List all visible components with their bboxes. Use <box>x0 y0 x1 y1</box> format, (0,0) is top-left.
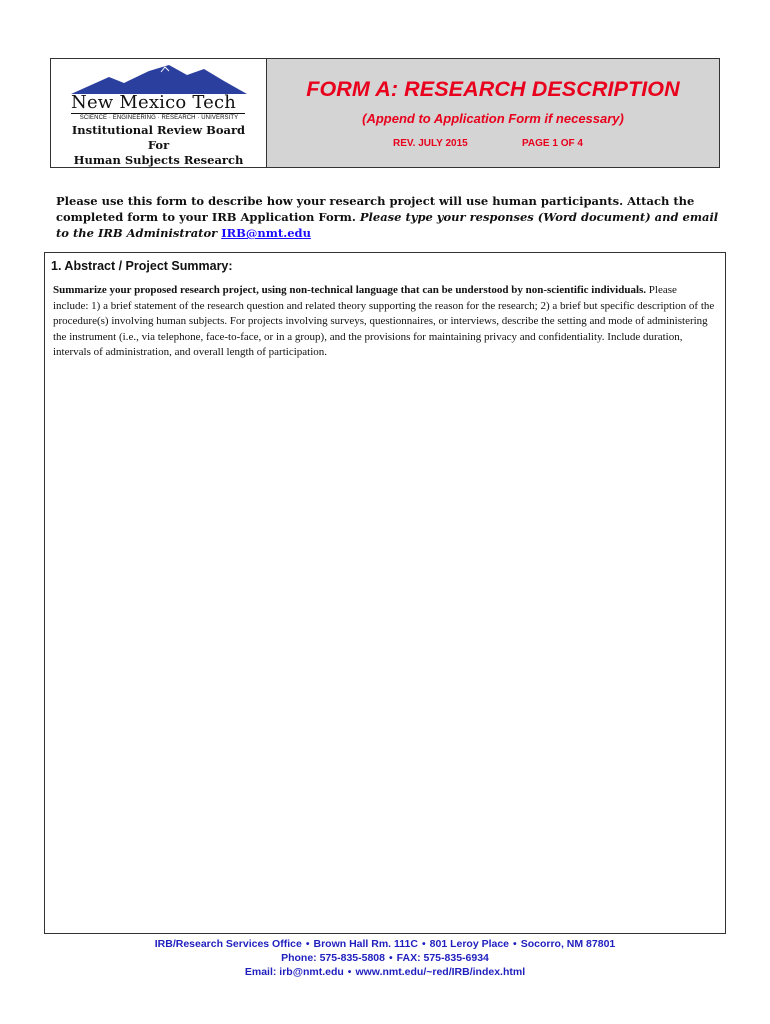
irb-label <box>51 123 266 168</box>
bullet-icon: • <box>347 966 352 978</box>
section-body-text: Please include: 1) a brief statement of the research question and related theory supporting the reason for the research; 2) a brief but specific description of the procedure(s) involving human subjects. For projects involving surveys, questionnaires, or interviews, describe the setting and mode of administering the instrument (i.e., via telephone, face-to-face, or in a group), and the provisions for maintaining privacy and confidentiality. Include duration, intervals of administration, and overall length of participation. <box>53 284 715 358</box>
footer-street: 801 Leroy Place <box>429 938 510 950</box>
logo-name: New Mexico Tech <box>71 92 237 113</box>
footer-phone-line <box>0 952 770 964</box>
footer-website[interactable]: www.nmt.edu/~red/IRB/index.html <box>355 966 526 978</box>
irb-email-link[interactable]: IRB@nmt.edu <box>221 226 311 240</box>
title-block <box>267 59 719 167</box>
footer-address-line <box>0 938 770 950</box>
bullet-icon: • <box>513 938 517 950</box>
section-instructions <box>53 283 715 361</box>
footer-city: Socorro, NM 87801 <box>520 938 616 950</box>
intro-text-1: Please use this form to describe how your research project will use human participants. Attach the completed form to your IRB Application Form. <box>56 194 695 224</box>
footer-fax: FAX: 575-835-6934 <box>396 952 489 964</box>
irb-line-2: For <box>147 138 170 152</box>
bullet-icon: • <box>305 938 310 950</box>
mountain-logo-icon <box>69 63 249 95</box>
logo-tagline: SCIENCE · ENGINEERING · RESEARCH · UNIVERSITY <box>79 115 239 121</box>
footer-email[interactable]: Email: irb@nmt.edu <box>244 966 344 978</box>
irb-line-1: Institutional Review Board <box>71 123 246 137</box>
form-subtitle: (Append to Application Form if necessary) <box>362 111 624 126</box>
section-bold-text: Summarize your proposed research project, using non-technical language that can be understood by non-scientific individuals. <box>53 284 647 296</box>
logo-divider <box>71 113 245 114</box>
section-title: 1. Abstract / Project Summary: <box>51 259 233 273</box>
intro-text-2: Please type your responses (Word document) and email to the IRB Administrator <box>56 210 719 240</box>
abstract-section[interactable] <box>44 252 726 934</box>
form-header <box>50 58 720 168</box>
page-number: PAGE 1 OF 4 <box>522 138 583 149</box>
revision-date: REV. JULY 2015 <box>393 138 468 149</box>
form-title: FORM A: RESEARCH DESCRIPTION <box>306 77 680 101</box>
footer-room: Brown Hall Rm. 111C <box>313 938 418 950</box>
intro-paragraph <box>56 193 726 241</box>
footer-office: IRB/Research Services Office <box>154 938 302 950</box>
irb-line-3: Human Subjects Research <box>73 153 244 167</box>
logo-block <box>51 59 267 167</box>
footer-phone: Phone: 575-835-5808 <box>281 952 385 964</box>
bullet-icon: • <box>421 938 426 950</box>
footer-contact-line <box>0 966 770 978</box>
bullet-icon: • <box>388 952 393 964</box>
